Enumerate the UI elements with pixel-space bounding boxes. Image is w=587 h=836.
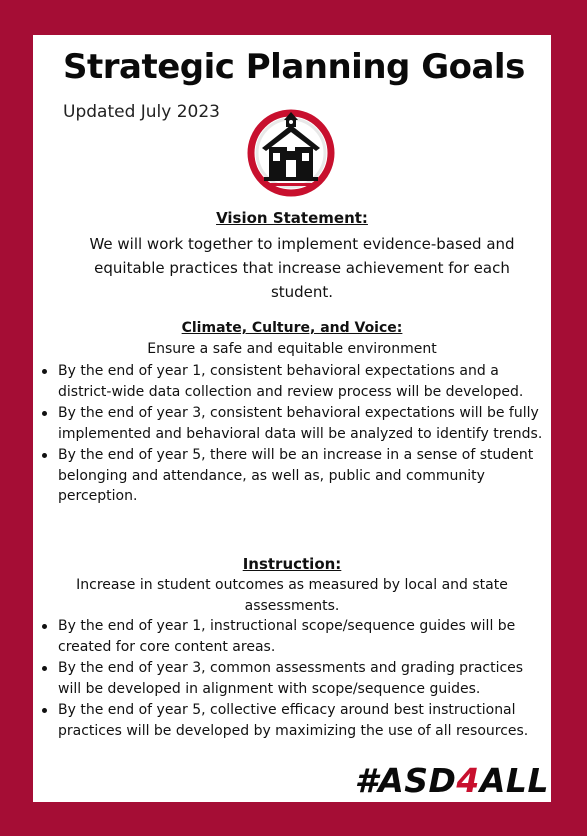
instruction-goal-list (33, 616, 551, 742)
hashtag (355, 761, 549, 800)
climate-subtitle: Ensure a safe and equitable environment (147, 341, 437, 357)
list-item: By the end of year 5, there will be an increase in a sense of student belonging and attendance, as well as, public and community perception. (33, 445, 551, 507)
vision-text: We will work together to implement evidence-based and equitable practices that increase achievement for each student. (89, 235, 515, 301)
list-item: By the end of year 5, collective efficacy around best instructional practices will be developed by maximizing the use of all resources. (33, 700, 551, 741)
updated-date: Updated July 2023 (63, 102, 221, 122)
hashtag-part: ALL (479, 761, 549, 800)
list-item: By the end of year 1, instructional scope/sequence guides will be created for core content areas. (33, 616, 551, 657)
page-title: Strategic Planning Goals (63, 47, 525, 87)
instruction-heading: Instruction: (242, 555, 342, 573)
list-item: By the end of year 1, consistent behavioral expectations and a district-wide data collection and review process will be developed. (33, 361, 551, 402)
hashtag-part: 4 (456, 761, 480, 800)
schoolhouse-icon (244, 108, 338, 198)
climate-goal-list (33, 361, 551, 508)
hashtag-part: #ASD (354, 761, 457, 800)
list-item: By the end of year 3, consistent behavioral expectations will be fully implemented and behavioral data will be analyzed to identify trends. (33, 403, 551, 444)
climate-heading: Climate, Culture, and Voice: (181, 320, 403, 336)
vision-heading: Vision Statement: (216, 209, 368, 227)
instruction-subtitle: Increase in student outcomes as measured by local and state assessments. (76, 577, 508, 614)
list-item: By the end of year 3, common assessments and grading practices will be developed in alignment with scope/sequence guides. (33, 658, 551, 699)
goals-card (33, 35, 551, 802)
